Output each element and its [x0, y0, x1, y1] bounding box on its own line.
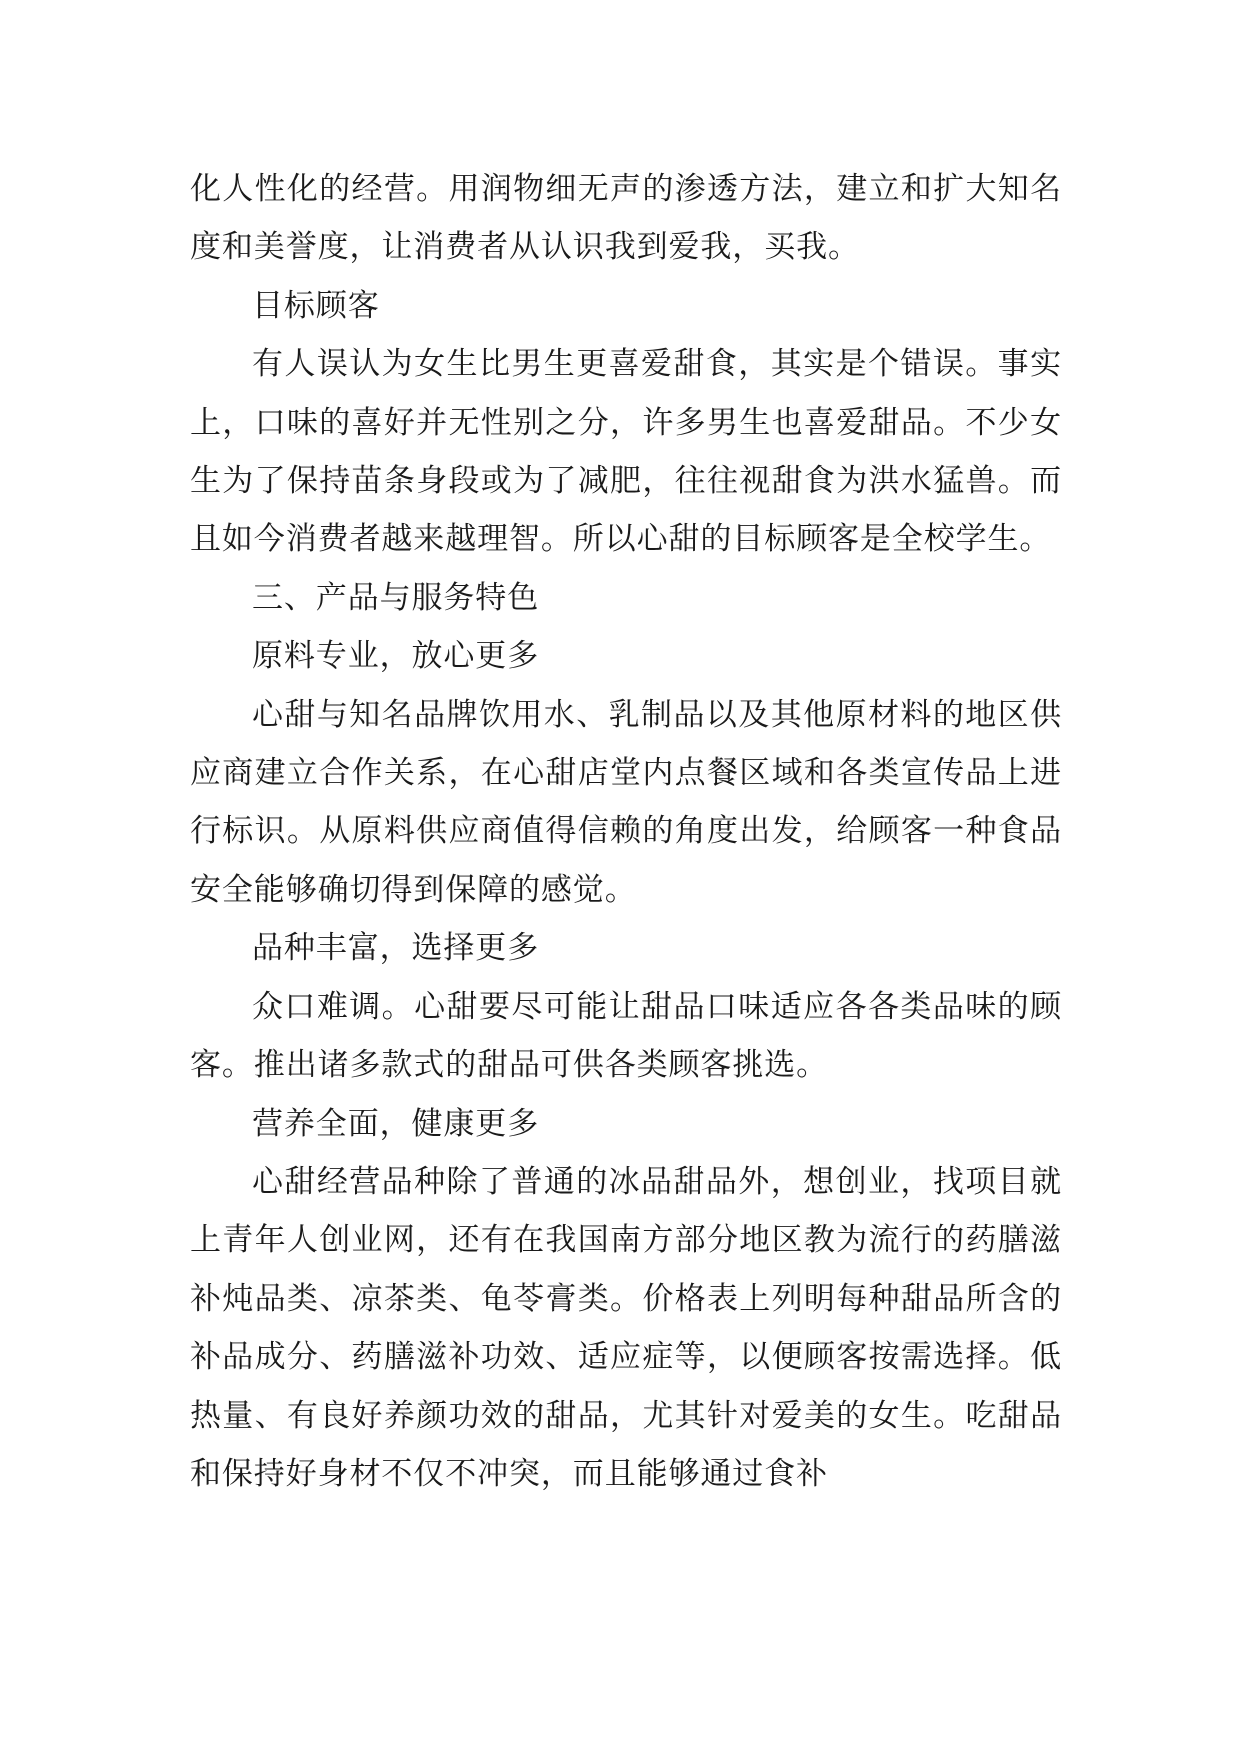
paragraph-target-customers: 有人误认为女生比男生更喜爱甜食，其实是个错误。事实上，口味的喜好并无性别之分，许多男生也喜爱甜品。不少女生为了保持苗条身段或为了减肥，往往视甜食为洪水猛兽。而且如今消费者越来越理智。所以心甜的目标顾客是全校学生。: [190, 346, 1062, 558]
paragraph-variety: 众口难调。心甜要尽可能让甜品口味适应各各类品味的顾客。推出诸多款式的甜品可供各类顾客挑选。: [190, 988, 1062, 1084]
paragraph-intro-continuation: 化人性化的经营。用润物细无声的渗透方法，建立和扩大知名度和美誉度，让消费者从认识我到爱我，买我。: [190, 171, 1062, 266]
paragraph-ingredients: 心甜与知名品牌饮用水、乳制品以及其他原材料的地区供应商建立合作关系，在心甜店堂内点餐区域和各类宣传品上进行标识。从原料供应商值得信赖的角度出发，给顾客一种食品安全能够确切得到保障的感觉。: [190, 696, 1062, 908]
heading-ingredients: 原料专业，放心更多: [252, 638, 540, 675]
section-heading-products-services: 三、产品与服务特色: [252, 579, 540, 616]
heading-nutrition: 营养全面，健康更多: [252, 1105, 540, 1142]
paragraph-nutrition: 心甜经营品种除了普通的冰品甜品外，想创业，找项目就上青年人创业网，还有在我国南方部分地区教为流行的药膳滋补炖品类、凉茶类、龟苓膏类。价格表上列明每种甜品所含的补品成分、药膳滋补功效、适应症等，以便顾客按需选择。低热量、有良好养颜功效的甜品，尤其针对爱美的女生。吃甜品和保持好身材不仅不冲突，而且能够通过食补: [190, 1163, 1062, 1492]
heading-target-customers: 目标顾客: [252, 287, 380, 324]
heading-variety: 品种丰富，选择更多: [252, 930, 540, 967]
document-body: [190, 160, 1062, 1503]
